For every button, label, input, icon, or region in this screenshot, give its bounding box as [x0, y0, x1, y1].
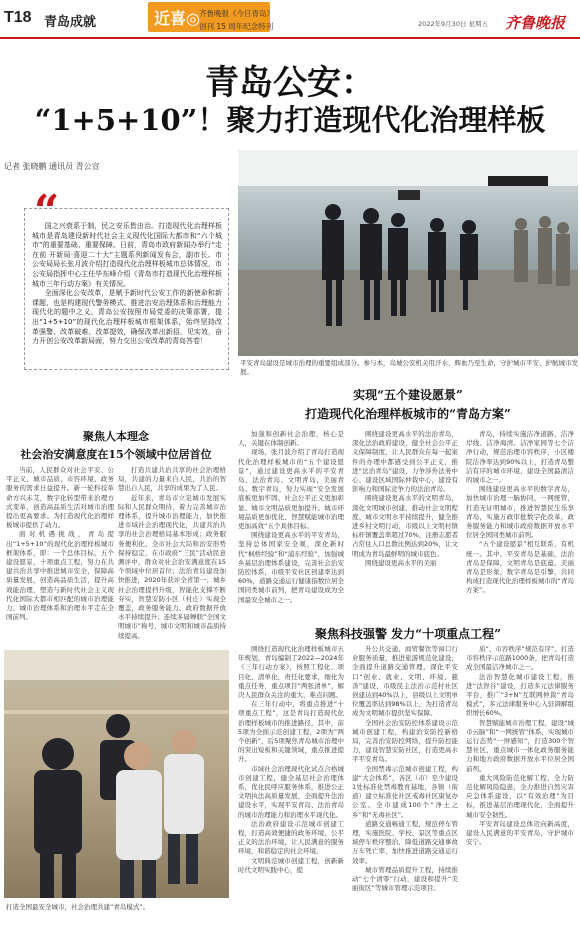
- paper-logo: 齐鲁晚报: [505, 14, 566, 32]
- paragraph: 当前，人民群众对社会平安、公平正义、城市品质、市容环境、政务服务的需求日益提升。新一轮科技革命方兴未艾，数字化转型带来治理方式变革，创造高品质生活对城市治理提出更高要求。为打造现代化治理样板城市提供了动力。: [6, 466, 114, 530]
- paragraph: 道路交通畅通工程，规范停车管理，实施医院、学校、景区等重点区域停车秩序整治，降低道路交通事故万车死亡率，加快推进道路交通运行效率。: [352, 819, 458, 865]
- section-name: 青岛成就: [44, 15, 97, 30]
- paragraph: 加强和创新社会治理，核心是人，关键在体制创新。: [238, 430, 344, 448]
- article-column: [238, 645, 344, 928]
- article-column: [6, 466, 114, 642]
- paragraph: 全国社会治安防控体系建设示范城市创建工程，构建治安防控新格局，完善治安防控网络，提升防控能力，建设智慧安防社区，打造更高水平平安青岛。: [352, 718, 458, 764]
- header-rule: [0, 37, 580, 39]
- anniversary-line-1: 齐鲁晚报《今日青岛》: [199, 9, 274, 18]
- paragraph: 现场，张月波介绍了青岛打造现代化治理样板城市的“五个建设愿景”，通过建设更高水平的平安青岛、法治青岛、文明青岛、美丽青岛、数字青岛，努力实现“安全发展底板更加牢固、社会公平正义更加彰显、城市文明品质更加提升、城市环境品质更加优化、智慧赋能城市治理更加高效”五个具体目标。: [238, 448, 344, 531]
- lede-text: [32, 222, 222, 347]
- subhead-tech: 聚焦科技强警 发力“十项重点工程”: [315, 627, 501, 641]
- paragraph: 围绕打造现代化治理样板城市五年规划，青岛编制了2022—2024年《三年行动方案》，按照工程化、项目化、清单化，责任化要求，细化为重点任务，重点项目“两张清单”，解决人民群众关注的重大、难点问题。: [238, 645, 344, 700]
- subhead-people-2: 社会治安满意度在15个领域中位居首位: [20, 448, 212, 461]
- paragraph: 围绕建设更高水平的平安青岛，坚持总体国家安全观，深化新时代“枫桥经验”和“浦东经验”，加强城乡基层治理体系建设，完善社会治安防控体系，市级平安社区创建率达到60%，道路交通运行健康指数位居全国同类城市前列，把青岛建设成为全国最安全城市之一。: [238, 531, 344, 604]
- paragraph: 围绕建设更高水平的文明青岛，深化文明城市创建，推动社会文明程度、城市文明水平持续提升，健全推进乡村文明行动，市级以上文明村镇标杆镇覆盖率超过70%，注册志愿者占常住人口总数比例达到20%，让文明成为青岛最鲜明的城市底色。: [352, 494, 458, 558]
- article-column: [466, 430, 574, 608]
- article-column: [352, 430, 458, 608]
- paragraph: 市域社会治理现代化试点合格城市创建工程，健全基层社会治理体系，优化民呼应服务体系，推进公正文明执法高质量发展，全面提升法治建设水平，实现平安青岛、法治青岛的城市治理能力和治理水平现代化。: [238, 764, 344, 819]
- article-column: [352, 645, 458, 928]
- paragraph: 围绕建设更高水平的数字青岛，加快城市治理一脑协同、一网统管，打造无证明城市，推进智慧民生乐享青岛，实施万政审批数字化改革，政务服务能力和城市政府数据开放水平位居全国同类城市前列。: [466, 485, 574, 540]
- patrol-photo: [238, 150, 578, 356]
- subhead-vision-1: 实现“五个建设愿景”: [353, 388, 463, 402]
- page-number: T18: [4, 9, 32, 26]
- lede-paragraph: 全面深化公安改革，是赋予新时代公安工作的新使命和新课题，也是构建现代警务模式、推进治安治理体系和治理能力现代化的题中之义。青岛公安按照市局党委的决策部署，提出“1+5+10”的现代化治理样板城市框架体系，始终坚持改革强警、改革破难、改革提效，确保改革出新招、见实效，奋力开创公安改革新局面，努力交出公安改革的青岛答卷！: [32, 289, 222, 346]
- paragraph: 升公共交通、商贸餐饮等窗口行业服务质量，推进旅游规范化建设，全面提升道路交通管理，深化平安口“创业、就业、文明、环境、慈善”建设，市级民主法治示范村社区创建达到40%以上，县级以上文明单位覆盖率达到98%以上，为打造青岛成为文明城市提供坚实保障。: [352, 645, 458, 718]
- paragraph: 文明典范城市创建工程，创新新时代文明实践中心，提: [238, 856, 344, 874]
- paragraph: 在三年行动中，将重点推进“十项重点工程”，这是青岛打造现代化治理样板城市的推进路径，其中，前5项为全面示范创建工程，2项为“两个创新”，后5项聚焦青岛城市治理中的突出短板和关键领域，重点推进提升。: [238, 700, 344, 764]
- paragraph: 城市管理品质提升工程，持续推动“七个清零”行动，建设和提升“美丽街区”等城市管理示范项目。: [352, 865, 458, 893]
- banner-mark: 近喜◎: [154, 9, 200, 28]
- team-photo-caption: 打造全国最安全城市，社会治理共建“青岛模式”。: [6, 903, 150, 911]
- paragraph: 围绕建设更高水平的美丽: [365, 558, 437, 567]
- paragraph: 青岛，持续实施洁净道路、洁净岸线、洁净海湾、洁净家园等七个洁净行动，规范治理市容秩序，小区楼院洁净率达到90%以上，打造青岛整洁有序的城市环境，建设全国最清洁的城市之一。: [466, 430, 574, 485]
- paragraph: 法治智慧化城市建设工程，推进“法智谷”建设，打造多元法律服务平台，推广“3+N”互联网仲裁“青岛模式”，多元法律服务中心入驻调解组织增长60%。: [466, 672, 574, 718]
- paragraph: 智慧赋能城市治理工程，建设“城市云脑”和“一网统管”体系，实现城市运行态势“一屏感知”，打造300个智慧社区，重点城市一体化政务服务能力和地方政府数据开放水平位居全国前列。: [466, 718, 574, 773]
- byline: 记者 张晓鹏 通讯员 青公宣: [4, 162, 100, 171]
- paragraph: 全国禁毒示范城市创建工程，构建“大会体系”，各区（市）至少建设1处标准化禁毒教育基地，各镇（街道）建立标准化社区戒毒社区康复办公室。全市建成100个“净土之乡”和“无毒社区”。: [352, 764, 458, 819]
- paragraph: 法治政府建设示范城市创建工程，打造高效便捷的政务环境，公平正义的法治环境，让人民满意的服务环境，和谐稳定的社会环境。: [238, 819, 344, 856]
- lede-paragraph: 国之兴衰系于制，民之安乐皆由治。打造现代化治理样板城市是青岛建设新时代社会主义现代化国际大都市和“六个城市”的重要基础、重要保障。日前，青岛市政府新闻办举行“走在前 开新局·喜迎二十大”主题系列新闻发布会，副市长、市公安局局长张月波介绍打造现代化治理样板城市总体情况，市公安局指挥中心主任毕东峰介绍《青岛市打造现代化治理样板城市三年行动方案》有关情况。: [32, 222, 222, 288]
- paragraph: 围绕建设更高水平的法治青岛，深化法治政府建设，健全社会公平正义保障制度，让人民群众在每一起案件的办理中都感受到公平正义，推进“法治青岛”建设，力争涉外法务中心、建设区域国际仲裁中心，建设有影响力和国际竞争力的法治青岛。: [352, 430, 458, 494]
- paragraph: “五个建设愿景”相互联系、有机统一。其中，平安青岛是基础，法治青岛是保障，文明青岛是底蕴，美丽青岛是形象，数字青岛是引擎，共同构成打造现代化治理样板城市的“青岛方案”。: [466, 540, 574, 595]
- paragraph: 重大风险防范化解工程，全力防范化解风险隐患，全力推进自然灾害应急体系建设，以“有效治理”为目标，推进基层治理现代化，全面提升城市安全韧性。: [466, 773, 574, 819]
- headline-line-2: “1+5+10”！聚力打造现代化治理样板: [34, 103, 546, 137]
- paragraph: 打造共建共治共享的社会治理格局，共建的力量来自人民，共治的智慧出自人民，共享的成果为了人民。: [118, 466, 226, 493]
- article-column: [238, 430, 344, 608]
- patrol-photo-caption: 平安青岛建设是城市治理的重要组成部分。参与本，岛城公安机关用汗水、辉血乃至生命，守护城市平安、护航城市发展。: [240, 359, 578, 376]
- article-column: [466, 645, 574, 928]
- page-header: [0, 0, 580, 38]
- article-column: [118, 466, 226, 642]
- quote-mark-icon: “: [34, 186, 60, 237]
- headline-line-1: 青岛公安：: [205, 63, 375, 103]
- paragraph: 近年来，青岛市立足城市发展实际和人民群众期待，着力完善城市治理体系，提升城市治理能力，加快推进市域社会治理现代化，共建共治共享的社会治理格局基本形成；政务服务便利化、全市社会大局和治安形势保持稳定，在市政府“三民”活动民意测评中，群众对社会治安满意度在15个领域中位居首位；法治青岛建设加快推进，2020年获评全省第一；城乡社会治理提档升级，智能化支撑不断夯实，智慧安防小区（村庄）实现全覆盖，政务服务能力、政府数据开放水平持续提升；连续多届蝉联“全国文明城市”称号，城市文明和城市品质持续提高。: [118, 493, 226, 640]
- team-photo: [4, 650, 229, 898]
- subhead-vision-2: 打造现代化治理样板城市的“青岛方案”: [305, 407, 511, 421]
- paragraph: 平安青岛建设总体迈向新高度，建设人民满意的平安青岛，守护城市安宁。: [466, 819, 574, 847]
- paragraph: 面对机遇挑战，青岛提出“1+5+10”的现代化治理样板城市框架体系，即：一个总体目标，五个建设愿景，十项重点工程，努力在共建共治共享中推进城市安全，保障高质量发展，创造高品质生活，提升高效能治理，塑造与新时代社会主义现代化国际大都市相匹配的城市治理能力，城市治理体系和治理水平走在全国前列。: [6, 530, 114, 622]
- paragraph: 质”、市容秩序“规范有序”、打造市容秩序示范路1000条，把青岛打造成全国最洁净城市之一。: [466, 645, 574, 672]
- patrol-photo-image: [238, 150, 578, 356]
- subhead-people-1: 聚焦人本理念: [83, 430, 149, 443]
- team-photo-image: [4, 650, 229, 898]
- anniversary-line-2: 创刊 15 周年纪念特刊: [199, 22, 274, 31]
- issue-date: 2022年9月30日 星期五: [418, 20, 489, 28]
